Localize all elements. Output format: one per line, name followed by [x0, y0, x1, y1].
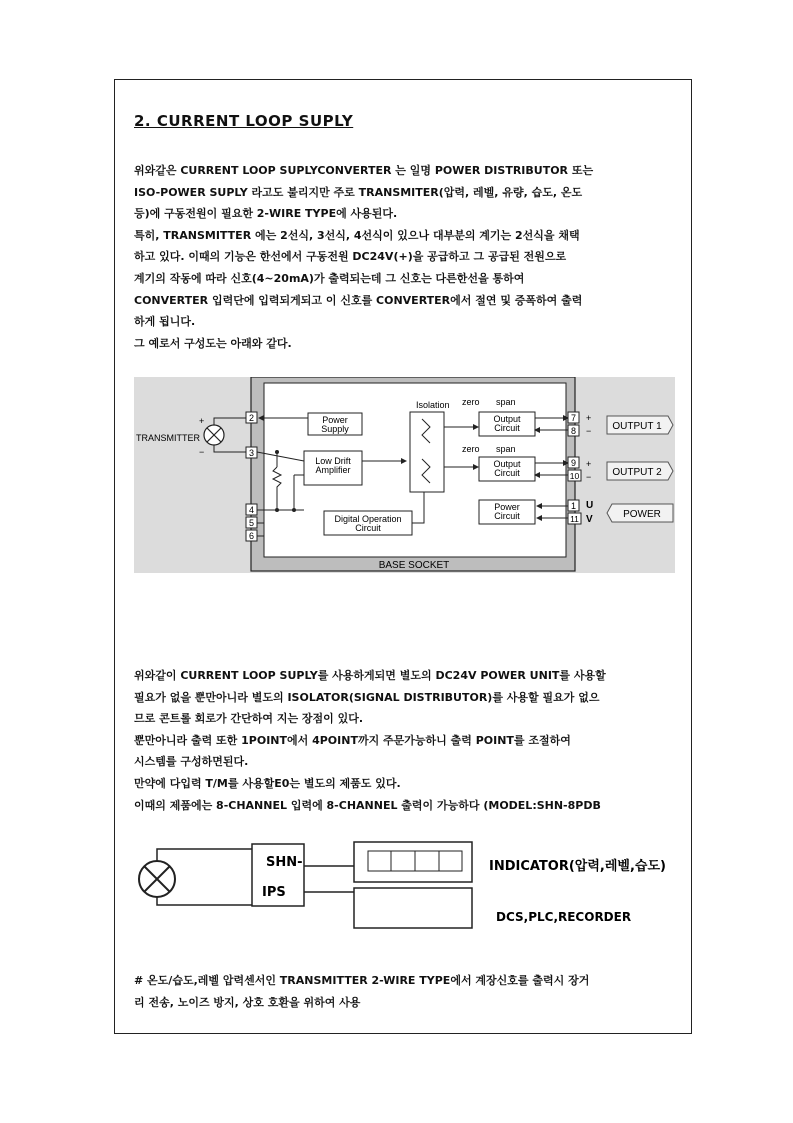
svg-text:+: + [586, 459, 592, 469]
intro-line: ISO-POWER SUPLY 라고도 불리지만 주로 TRANSMITER(압력, 레벨, 유량, 습도, 온도 [134, 185, 583, 199]
base-socket-label: BASE SOCKET [378, 560, 450, 571]
svg-text:10: 10 [569, 471, 580, 481]
body-line: 만약에 다입력 T/M를 사용할E0는 별도의 제품도 있다. [134, 776, 401, 790]
body-line: 이때의 제품에는 8-CHANNEL 입력에 8-CHANNEL 출력이 가능하다 (MODEL:SHN-8PDB [134, 798, 601, 812]
svg-text:3: 3 [248, 448, 255, 458]
svg-text:7: 7 [570, 413, 577, 423]
dcs-label: DCS,PLC,RECORDER [496, 910, 632, 924]
intro-paragraph [134, 160, 674, 354]
note-line: # 온도/습도,레벨 압력센서인 TRANSMITTER 2-WIRE TYPE에서 계장신호를 출력시 장거 [134, 974, 590, 987]
svg-text:Power: Power [494, 502, 520, 512]
intro-line: 하고 있다. 이때의 기능은 한선에서 구동전원 DC24V(+)을 공급하고 그 공급된 전원으로 [134, 250, 567, 264]
svg-text:zero: zero [462, 397, 480, 407]
svg-text:+: + [586, 413, 592, 423]
terminal-1: 1 [570, 501, 577, 511]
svg-text:OUTPUT 1: OUTPUT 1 [612, 421, 662, 432]
intro-line: 하게 됩니다. [134, 315, 196, 329]
svg-text:2: 2 [248, 413, 255, 423]
body-line: 므로 콘트롤 회로가 간단하여 지는 장점이 있다. [134, 712, 364, 726]
svg-text:9: 9 [570, 458, 577, 468]
svg-text:OUTPUT 2: OUTPUT 2 [612, 467, 662, 478]
svg-text:4: 4 [248, 505, 255, 515]
intro-line: 등)에 구동전원이 필요한 2-WIRE TYPE에 사용된다. [134, 207, 398, 221]
body-line: 위와같이 CURRENT LOOP SUPLY를 사용하게되면 별도의 DC24V POWER UNIT를 사용할 [134, 669, 606, 682]
dcs-device [354, 888, 472, 928]
u-label: U [586, 500, 594, 511]
intro-line: 특히, TRANSMITTER 에는 2선식, 3선식, 4선식이 있으나 대부분의 계기는 2선식을 채택 [134, 228, 580, 242]
svg-text:span: span [496, 444, 516, 454]
minus-sign: − [199, 447, 205, 457]
svg-text:−: − [586, 472, 592, 482]
body-line: 필요가 없을 뿐만아니라 별도의 ISOLATOR(SIGNAL DISTRIBUTOR)를 사용할 필요가 없으 [134, 690, 600, 704]
indicator-label: INDICATOR(압력,레벨,습도) [489, 859, 666, 874]
svg-text:5: 5 [248, 518, 255, 528]
body-paragraph [134, 665, 674, 816]
svg-text:IPS: IPS [262, 885, 286, 900]
svg-text:Output: Output [493, 459, 521, 469]
svg-text:SHN-: SHN- [266, 855, 303, 870]
v-label: V [586, 514, 593, 525]
current-loop-block-diagram [134, 377, 675, 573]
svg-text:Output: Output [493, 414, 521, 424]
transmitter-label: TRANSMITTER [136, 433, 200, 443]
intro-line: 계기의 작동에 따라 신호(4~20mA)가 출력되는데 그 신호는 다른한선을 통하여 [134, 271, 525, 285]
svg-text:Circuit: Circuit [494, 423, 520, 433]
note-line: 리 전송, 노이즈 방지, 상호 호환을 위하여 사용 [134, 995, 361, 1009]
isolation-label: Isolation [416, 400, 450, 410]
intro-line: 위와같은 CURRENT LOOP SUPLYCONVERTER 는 일명 POWER DISTRIBUTOR 또는 [134, 164, 594, 177]
svg-text:Power: Power [322, 415, 348, 425]
svg-text:zero: zero [462, 444, 480, 454]
note-paragraph [134, 970, 674, 1013]
svg-text:8: 8 [570, 426, 577, 436]
shn-ips-connection-diagram [134, 836, 675, 936]
svg-text:6: 6 [248, 531, 255, 541]
svg-text:Low Drift: Low Drift [315, 456, 351, 466]
svg-text:span: span [496, 397, 516, 407]
intro-line: CONVERTER 입력단에 입력되게되고 이 신호를 CONVERTER에서 절연 및 증폭하여 출력 [134, 293, 583, 307]
svg-text:Circuit: Circuit [355, 523, 381, 533]
svg-text:Amplifier: Amplifier [315, 465, 351, 475]
body-line: 뿐만아니라 출력 또한 1POINT에서 4POINT까지 주문가능하니 출력 POINT를 조절하여 [134, 733, 571, 747]
plus-sign: + [199, 416, 205, 426]
svg-text:11: 11 [570, 514, 579, 524]
svg-text:POWER: POWER [623, 509, 661, 520]
svg-text:Supply: Supply [321, 424, 349, 434]
svg-text:Circuit: Circuit [494, 511, 520, 521]
intro-line: 그 예로서 구성도는 아래와 같다. [134, 336, 292, 350]
svg-text:−: − [586, 426, 592, 436]
body-line: 시스템를 구성하면된다. [134, 755, 249, 769]
svg-text:Digital Operation: Digital Operation [334, 514, 402, 524]
svg-text:Circuit: Circuit [494, 468, 520, 478]
section-title: 2. CURRENT LOOP SUPLY [134, 112, 354, 130]
